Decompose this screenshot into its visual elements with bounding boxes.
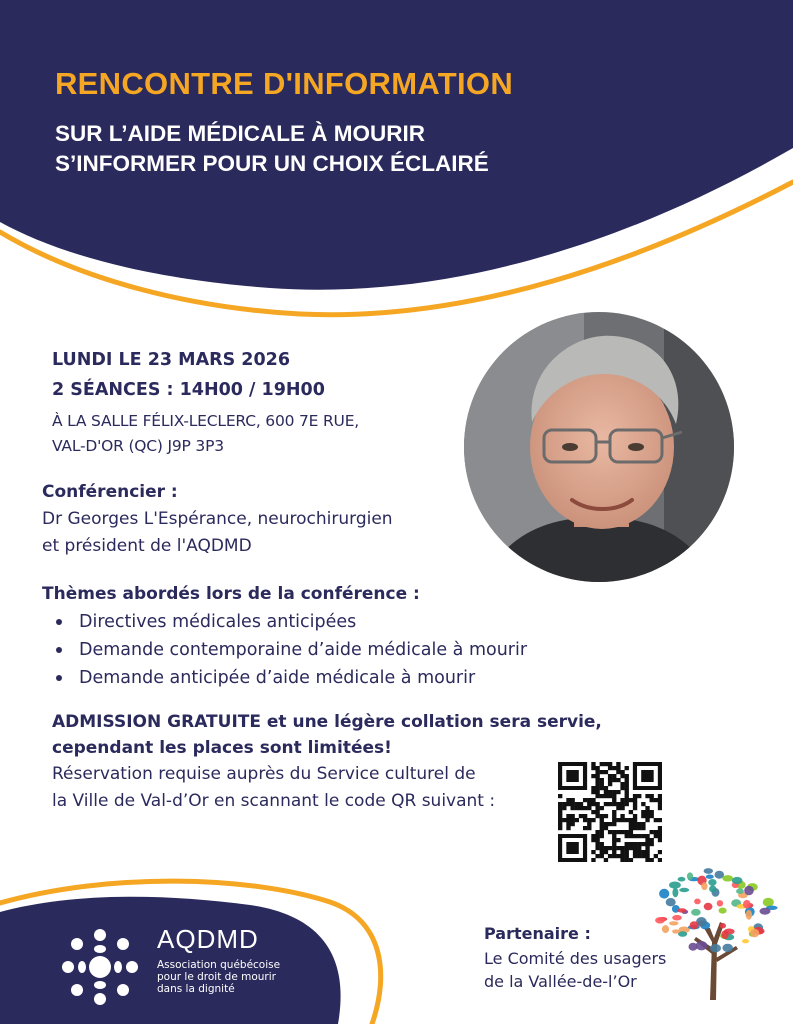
list-item: Demande anticipée d’aide médicale à mourir [46,664,527,692]
speaker-heading: Conférencier : [42,482,178,502]
page-title: RENCONTRE D'INFORMATION [55,66,514,101]
speaker-line-1: Dr Georges L'Espérance, neurochirurgien [42,509,393,529]
reservation-line-2: la Ville de Val-d’Or en scannant le code QR suivant : [52,791,496,811]
speaker-photo [464,312,734,582]
page-subtitle [55,119,755,179]
aqdmd-logo-icon [58,925,142,1009]
admission-bold-line-1: ADMISSION GRATUITE et une légère collation sera servie, [52,712,602,732]
subtitle-line-1: SUR L’AIDE MÉDICALE À MOURIR [55,121,426,146]
org-desc-line-3: dans la dignité [157,983,235,995]
admission-bold-line-2: cependant les places sont limitées! [52,738,392,758]
organization-description [157,959,280,995]
event-date: LUNDI LE 23 MARS 2026 [52,350,290,370]
list-item: Directives médicales anticipées [46,608,527,636]
event-address-line-2: VAL-D'OR (QC) J9P 3P3 [52,437,224,455]
subtitle-line-2: S’INFORMER POUR UN CHOIX ÉCLAIRÉ [55,151,489,176]
org-desc-line-2: pour le droit de mourir [157,971,276,983]
speaker-line-2: et président de l'AQDMD [42,536,252,556]
reservation-line-1: Réservation requise auprès du Service culturel de [52,764,476,784]
partner-tree-logo-icon [650,862,778,1000]
themes-list [46,608,527,692]
partner-line-2: de la Vallée-de-l’Or [484,972,637,991]
event-address-line-1: À LA SALLE FÉLIX-LECLERC, 600 7E RUE, [52,412,360,430]
organization-name: AQDMD [157,924,259,954]
partner-heading: Partenaire : [484,924,591,943]
partner-line-1: Le Comité des usagers [484,949,667,968]
list-item: Demande contemporaine d’aide médicale à mourir [46,636,527,664]
org-desc-line-1: Association québécoise [157,959,281,971]
event-sessions: 2 SÉANCES : 14H00 / 19H00 [52,380,325,400]
qr-code[interactable] [558,762,662,862]
themes-heading: Thèmes abordés lors de la conférence : [42,584,420,604]
